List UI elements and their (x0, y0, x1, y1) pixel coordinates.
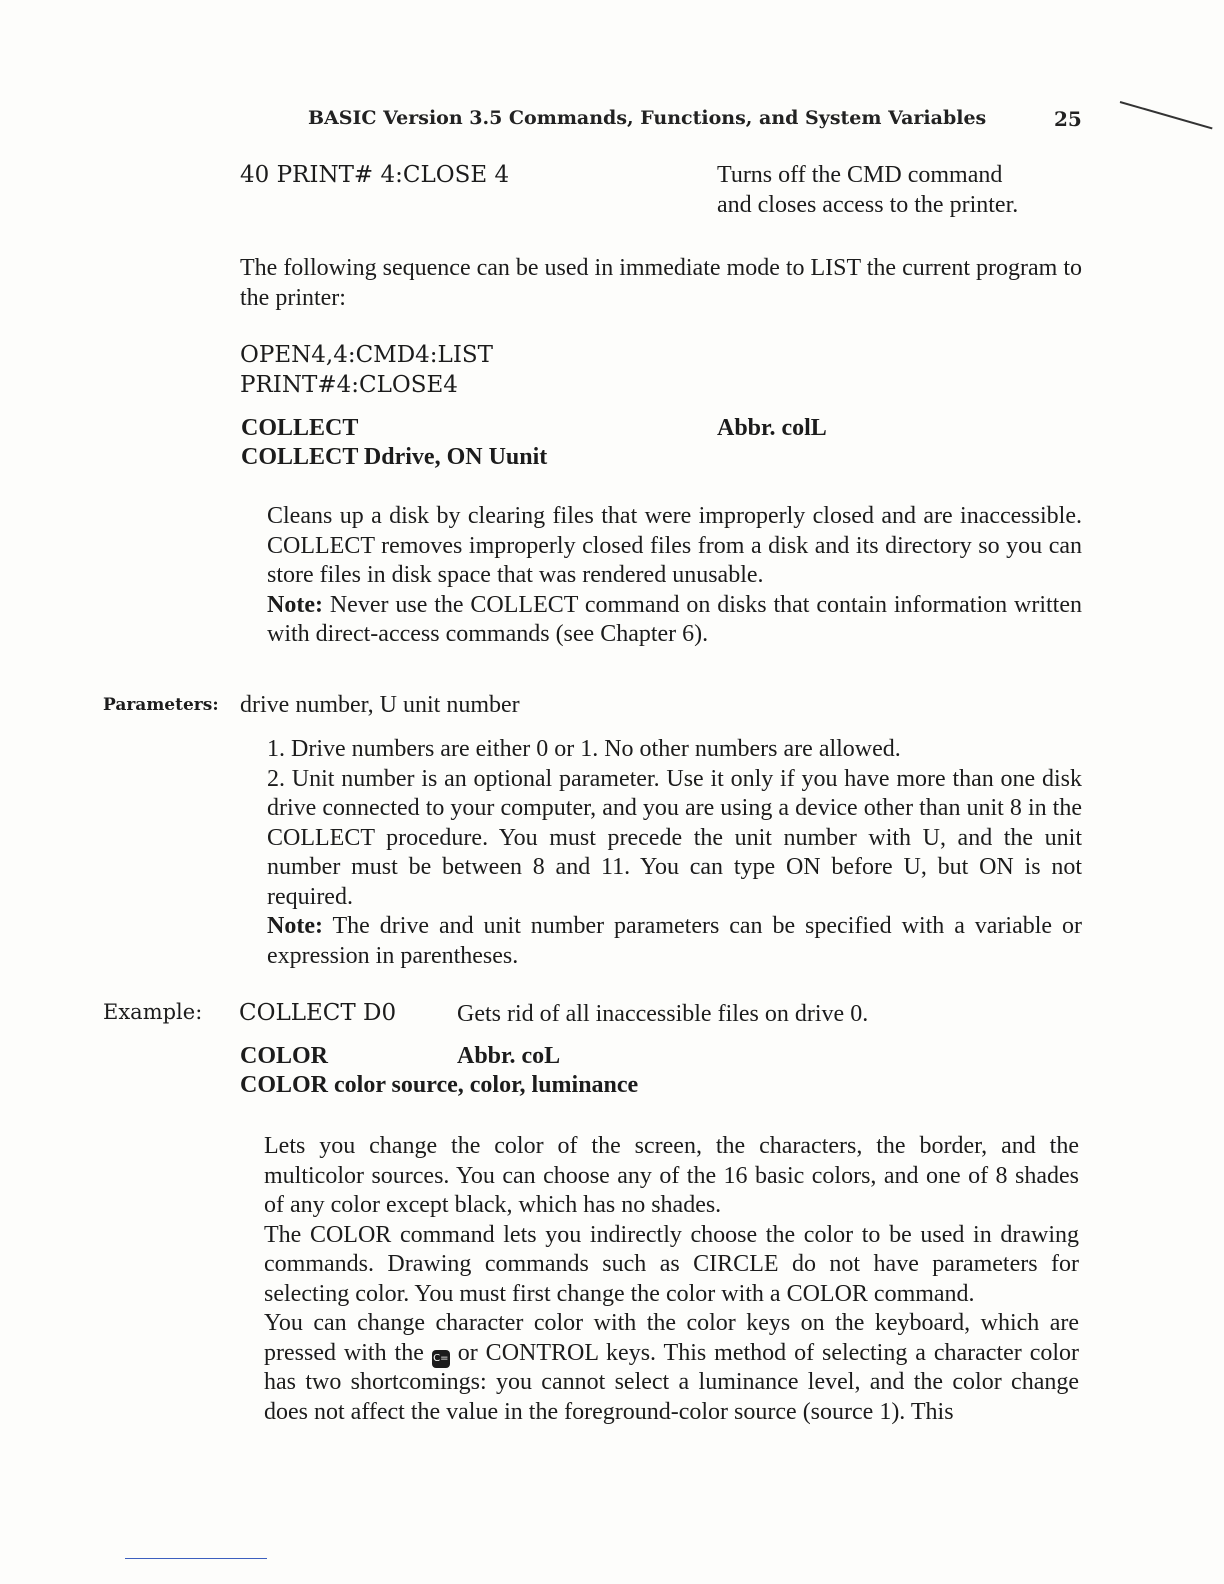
list-code-line1: OPEN4,4:CMD4:LIST (240, 342, 493, 368)
list-intro-paragraph: The following sequence can be used in immediate mode to LIST the current program to the printer: (240, 255, 1082, 311)
parameters-text: drive number, U unit number (240, 692, 520, 718)
note-label: Note: (267, 591, 323, 618)
example-desc: Gets rid of all inaccessible files on drive 0. (457, 1001, 869, 1027)
cmd-example-code: 40 PRINT# 4:CLOSE 4 (240, 162, 510, 188)
param-note (240, 912, 1082, 971)
note2-label: Note: (267, 913, 323, 939)
note-text: Never use the COLLECT command on disks that contain information written with direct-access commands (see Chapter 6). (267, 591, 1082, 647)
collect-syntax: COLLECT Ddrive, ON Uunit (241, 444, 548, 470)
color-abbr: Abbr. coL (457, 1043, 561, 1069)
color-description (237, 1132, 1079, 1427)
color-para-3-start: You can change character color with the color keys on the keyboard, which are pressed with the (264, 1310, 1079, 1366)
footer-rule (125, 1558, 267, 1559)
param-item-1: 1. Drive numbers are either 0 or 1. No other numbers are allowed. (267, 736, 901, 762)
collect-desc-text: Cleans up a disk by clearing files that were improperly closed and are inaccessible. COLLECT removes improperly closed files from a disk and its directory so you can store files in disk space that was rendered unusable. (267, 503, 1082, 588)
collect-description (240, 502, 1082, 650)
collect-note (240, 591, 1082, 650)
collect-heading: COLLECT (241, 415, 359, 441)
list-code-line2: PRINT#4:CLOSE4 (240, 372, 458, 398)
color-para-3 (237, 1309, 1079, 1427)
note2-text: The drive and unit number parameters can be specified with a variable or expression in parentheses. (267, 913, 1082, 969)
color-para-2: The COLOR command lets you indirectly choose the color to be used in drawing commands. Drawing commands such as CIRCLE do not have parameters for selecting color. You must first change the color with a COLOR command. (264, 1221, 1079, 1307)
param-item-2: 2. Unit number is an optional parameter. Use it only if you have more than one disk drive connected to your computer, and you are using a device other than unit 8 in the COLLECT procedure. You must precede the unit number with U, and the unit number must be between 8 and 11. You can type ON before U, but ON is not required. (267, 765, 1082, 910)
parameters-label: Parameters: (103, 695, 219, 715)
running-header-title: BASIC Version 3.5 Commands, Functions, and System Variables (308, 107, 987, 129)
collect-abbr: Abbr. colL (717, 415, 827, 441)
commodore-key-icon: C= (432, 1350, 450, 1368)
color-heading: COLOR (240, 1043, 329, 1069)
example-label: Example: (103, 1000, 203, 1024)
parameter-details (240, 735, 1082, 971)
page-number: 25 (1054, 107, 1082, 131)
example-code: COLLECT D0 (239, 1000, 397, 1026)
page-corner-mark (1120, 101, 1213, 129)
color-para-1: Lets you change the color of the screen, the characters, the border, and the multicolor sources. You can choose any of the 16 basic colors, and one of 8 shades of any color except black, which has no shades. (264, 1133, 1079, 1218)
color-para-3-end: or CONTROL keys. This method of selecting a character color has two shortcomings: you cannot select a luminance level, and the color change does not affect the value in the foreground-color source (source 1). This (264, 1339, 1080, 1425)
cmd-example-desc-line1: Turns off the CMD command (717, 162, 1003, 188)
cmd-example-desc-line2: and closes access to the printer. (717, 192, 1019, 218)
color-syntax: COLOR color source, color, luminance (240, 1072, 639, 1098)
